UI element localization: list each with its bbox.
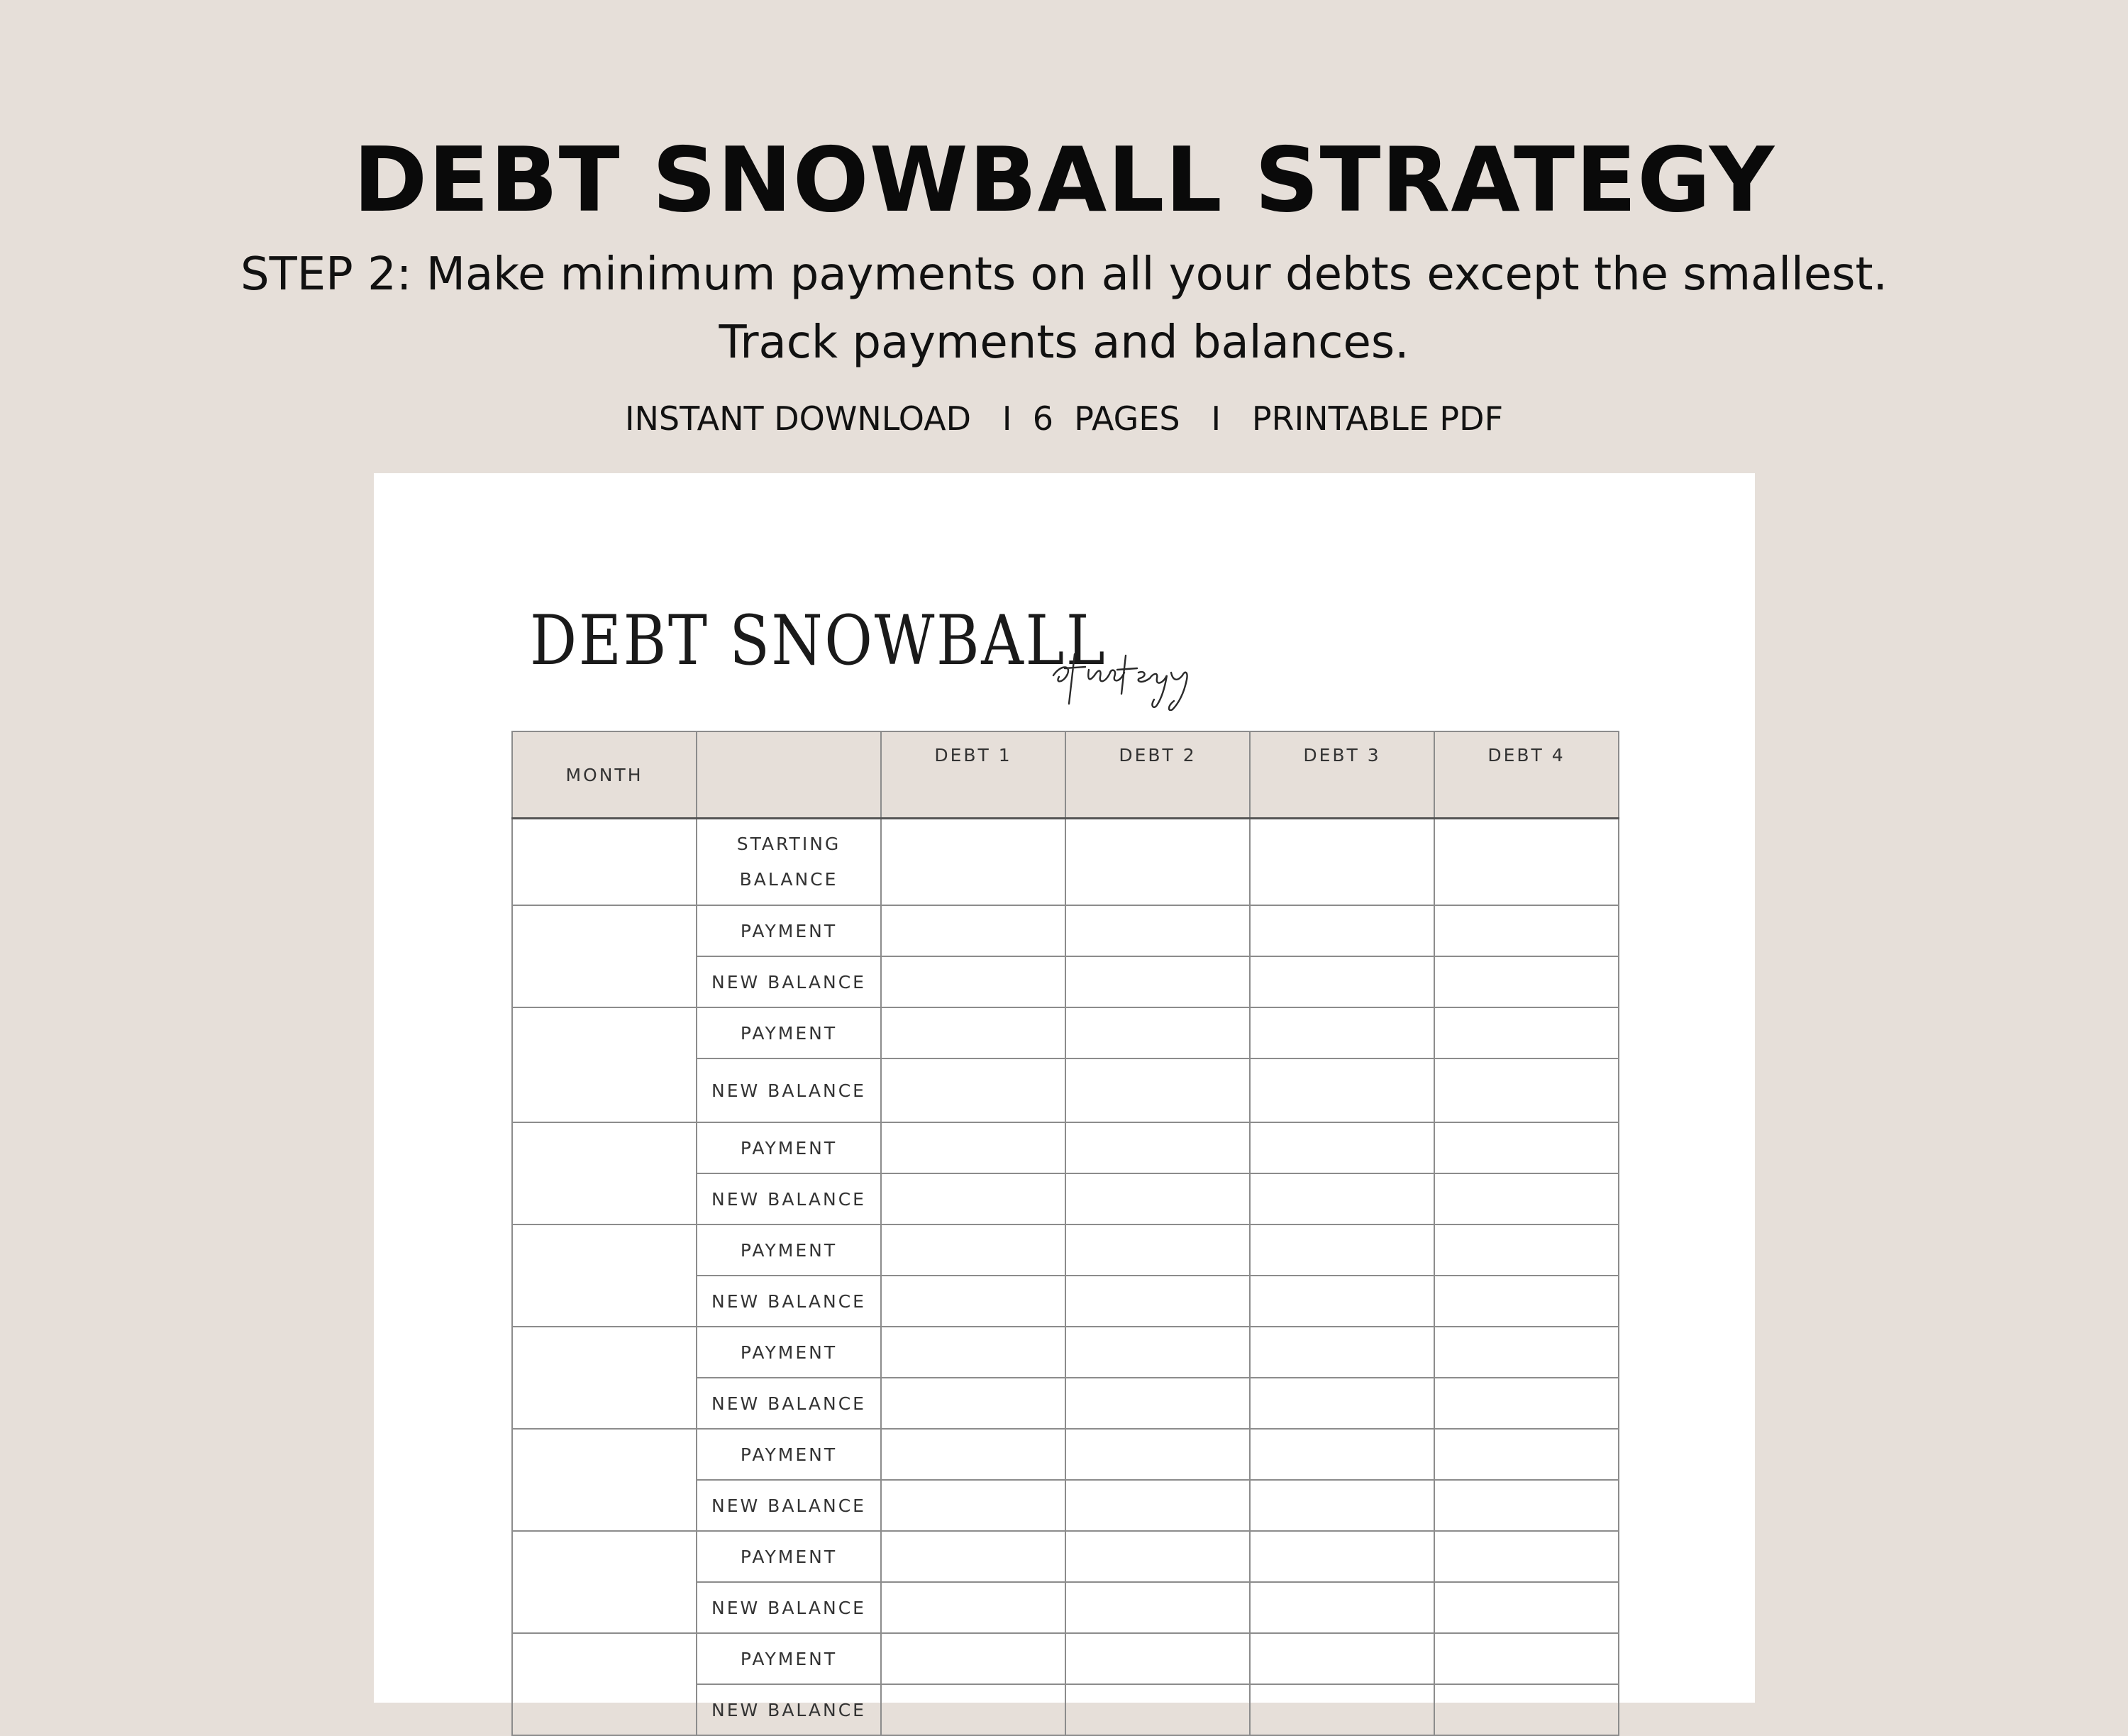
debt-cell[interactable] xyxy=(881,1122,1065,1173)
debt-cell[interactable] xyxy=(1250,956,1434,1007)
debt-cell[interactable] xyxy=(1250,1224,1434,1276)
debt-cell[interactable] xyxy=(881,1224,1065,1276)
debt-cell[interactable] xyxy=(1434,1429,1619,1480)
debt-cell[interactable] xyxy=(1434,819,1619,906)
debt-cell[interactable] xyxy=(1434,1531,1619,1582)
month-cell[interactable] xyxy=(512,905,697,1007)
debt-cell[interactable] xyxy=(881,905,1065,956)
table-row xyxy=(512,1429,1619,1480)
debt-cell[interactable] xyxy=(1065,1531,1250,1582)
row-label-new-balance: NEW BALANCE xyxy=(697,1582,881,1633)
row-label-new-balance: NEW BALANCE xyxy=(697,1058,881,1122)
debt-cell[interactable] xyxy=(1065,1058,1250,1122)
row-label-new-balance: NEW BALANCE xyxy=(697,1480,881,1531)
debt-cell[interactable] xyxy=(1250,1122,1434,1173)
debt-cell[interactable] xyxy=(1250,819,1434,906)
header-debt-4: DEBT 4 xyxy=(1434,731,1619,819)
debt-cell[interactable] xyxy=(1434,1058,1619,1122)
debt-cell[interactable] xyxy=(1434,1480,1619,1531)
debt-cell[interactable] xyxy=(1434,1378,1619,1429)
debt-cell[interactable] xyxy=(1065,1276,1250,1327)
debt-cell[interactable] xyxy=(1065,1173,1250,1224)
debt-cell[interactable] xyxy=(881,1633,1065,1684)
debt-cell[interactable] xyxy=(881,1684,1065,1735)
debt-cell[interactable] xyxy=(1250,1276,1434,1327)
debt-cell[interactable] xyxy=(1065,1684,1250,1735)
debt-cell[interactable] xyxy=(1065,956,1250,1007)
row-label-payment: PAYMENT xyxy=(697,905,881,956)
debt-cell[interactable] xyxy=(1065,905,1250,956)
month-cell[interactable] xyxy=(512,1429,697,1531)
row-label-payment: PAYMENT xyxy=(697,1122,881,1173)
debt-cell[interactable] xyxy=(881,1378,1065,1429)
subtitle-line-1: STEP 2: Make minimum payments on all your debts except the smallest. xyxy=(240,248,1888,301)
debt-cell[interactable] xyxy=(881,1480,1065,1531)
debt-cell[interactable] xyxy=(1065,1480,1250,1531)
month-cell[interactable] xyxy=(512,1327,697,1429)
debt-cell[interactable] xyxy=(1250,1058,1434,1122)
table-row xyxy=(512,1327,1619,1378)
debt-cell[interactable] xyxy=(881,1173,1065,1224)
table-row xyxy=(512,1531,1619,1582)
month-cell[interactable] xyxy=(512,1122,697,1224)
debt-cell[interactable] xyxy=(1065,1582,1250,1633)
debt-cell[interactable] xyxy=(1250,1007,1434,1058)
month-cell[interactable] xyxy=(512,1224,697,1327)
debt-cell[interactable] xyxy=(881,1429,1065,1480)
debt-cell[interactable] xyxy=(881,1531,1065,1582)
table-row xyxy=(512,1007,1619,1058)
row-label-payment: PAYMENT xyxy=(697,1429,881,1480)
debt-cell[interactable] xyxy=(1434,1122,1619,1173)
debt-cell[interactable] xyxy=(1065,1429,1250,1480)
printable-sheet-preview xyxy=(374,473,1755,1720)
debt-cell[interactable] xyxy=(1434,1582,1619,1633)
row-label-payment: PAYMENT xyxy=(697,1531,881,1582)
debt-cell[interactable] xyxy=(881,819,1065,906)
debt-cell[interactable] xyxy=(1065,1327,1250,1378)
table-row xyxy=(512,819,1619,906)
debt-cell[interactable] xyxy=(1250,1582,1434,1633)
row-label-starting-balance: STARTING BALANCE xyxy=(697,819,881,906)
debt-cell[interactable] xyxy=(1434,1684,1619,1735)
header-label xyxy=(697,731,881,819)
debt-cell[interactable] xyxy=(1434,1633,1619,1684)
row-label-payment: PAYMENT xyxy=(697,1224,881,1276)
product-info-line: INSTANT DOWNLOAD I 6 PAGES I PRINTABLE PDF xyxy=(624,399,1504,438)
debt-cell[interactable] xyxy=(881,956,1065,1007)
debt-cell[interactable] xyxy=(881,1276,1065,1327)
debt-tracker-table xyxy=(511,731,1619,1736)
row-label-payment: PAYMENT xyxy=(697,1633,881,1684)
row-label-new-balance: NEW BALANCE xyxy=(697,1173,881,1224)
debt-cell[interactable] xyxy=(881,1582,1065,1633)
row-label-new-balance: NEW BALANCE xyxy=(697,956,881,1007)
table-row xyxy=(512,1633,1619,1684)
debt-cell[interactable] xyxy=(1250,905,1434,956)
subtitle-line-2: Track payments and balances. xyxy=(719,316,1409,369)
debt-cell[interactable] xyxy=(1434,1276,1619,1327)
debt-cell[interactable] xyxy=(1065,1633,1250,1684)
debt-cell[interactable] xyxy=(1434,1007,1619,1058)
row-label-new-balance: NEW BALANCE xyxy=(697,1378,881,1429)
month-cell[interactable] xyxy=(512,1633,697,1735)
header-month: MONTH xyxy=(512,731,697,819)
debt-cell[interactable] xyxy=(1434,1327,1619,1378)
table-row xyxy=(512,905,1619,956)
debt-cell[interactable] xyxy=(881,1007,1065,1058)
debt-cell[interactable] xyxy=(1250,1327,1434,1378)
debt-cell[interactable] xyxy=(1434,1173,1619,1224)
debt-cell[interactable] xyxy=(1250,1531,1434,1582)
debt-cell[interactable] xyxy=(1065,1122,1250,1173)
debt-cell[interactable] xyxy=(1250,1429,1434,1480)
debt-cell[interactable] xyxy=(1250,1633,1434,1684)
table-header-row xyxy=(512,731,1619,819)
row-label-new-balance: NEW BALANCE xyxy=(697,1276,881,1327)
debt-cell[interactable] xyxy=(881,1058,1065,1122)
debt-cell[interactable] xyxy=(1065,819,1250,906)
debt-cell[interactable] xyxy=(1250,1378,1434,1429)
debt-cell[interactable] xyxy=(1065,1007,1250,1058)
debt-cell[interactable] xyxy=(1434,905,1619,956)
row-label-new-balance: NEW BALANCE xyxy=(697,1684,881,1735)
table-row xyxy=(512,1224,1619,1276)
month-cell[interactable] xyxy=(512,1007,697,1122)
debt-cell[interactable] xyxy=(1065,1224,1250,1276)
banner-title: DEBT SNOWBALL STRATEGY xyxy=(353,128,1775,232)
month-cell[interactable] xyxy=(512,1531,697,1633)
header-debt-2: DEBT 2 xyxy=(1065,731,1250,819)
document-title: DEBT SNOWBALL xyxy=(530,601,1107,680)
row-label-payment: PAYMENT xyxy=(697,1327,881,1378)
debt-cell[interactable] xyxy=(1250,1684,1434,1735)
debt-cell[interactable] xyxy=(1250,1480,1434,1531)
debt-cell[interactable] xyxy=(1434,956,1619,1007)
header-debt-3: DEBT 3 xyxy=(1250,731,1434,819)
debt-cell[interactable] xyxy=(1065,1378,1250,1429)
month-cell[interactable] xyxy=(512,819,697,906)
row-label-payment: PAYMENT xyxy=(697,1007,881,1058)
table-row xyxy=(512,1122,1619,1173)
debt-cell[interactable] xyxy=(1434,1224,1619,1276)
header-debt-1: DEBT 1 xyxy=(881,731,1065,819)
debt-cell[interactable] xyxy=(881,1327,1065,1378)
debt-cell[interactable] xyxy=(1250,1173,1434,1224)
